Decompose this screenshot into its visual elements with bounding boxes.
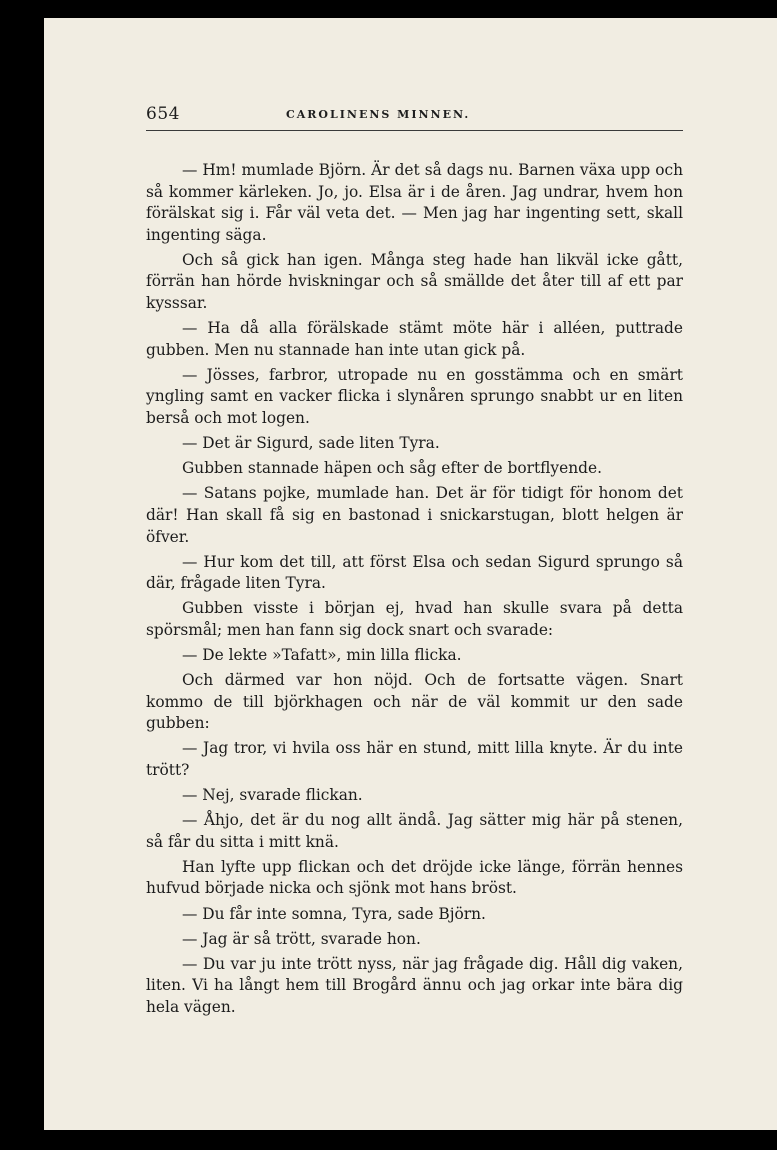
paragraph: — Åhjo, det är du nog allt ändå. Jag sätter mig här på stenen, så får du sitta i mitt knä. — [146, 811, 683, 851]
paragraph: — Du får inte somna, Tyra, sade Björn. — [182, 904, 486, 923]
paragraph: — Hur kom det till, att först Elsa och sedan Sigurd sprungo så där, frågade liten Tyra. — [146, 552, 683, 593]
running-head: CAROLINENS MINNEN. — [286, 108, 471, 121]
body-text — [146, 160, 683, 1022]
paragraph: — Nej, svarade flickan. — [182, 786, 363, 805]
paragraph: — Satans pojke, mumlade han. Det är för tidigt för honom det där! Han skall få sig en bastonad i snickarstugan, blott helgen är öfver. — [146, 484, 683, 546]
paragraph: Och därmed var hon nöjd. Och de fortsatte vägen. Snart kommo de till björkhagen och när de väl kommit ur den sade gubben: — [146, 671, 683, 733]
paragraph: — Jösses, farbror, utropade nu en gosstämma och en smärt yngling samt en vacker flicka i slynåren sprungo snabbt ur en liten berså och mot logen. — [146, 365, 683, 428]
paragraph: — Hm! mumlade Björn. Är det så dags nu. Barnen växa upp och så kommer kärleken. Jo, jo. Elsa är i de åren. Jag undrar, hvem hon förälskat sig i. Får väl veta det. — Men jag har ingenting sett, skall ingenting säga. — [146, 161, 683, 244]
paragraph: — Du var ju inte trött nyss, när jag frågade dig. Håll dig vaken, liten. Vi ha långt hem till Brogård ännu och jag orkar inte bära dig hela vägen. — [146, 954, 683, 1016]
paragraph: — Jag tror, vi hvila oss här en stund, mitt lilla knyte. Är du inte trött? — [146, 739, 683, 779]
paragraph: — Det är Sigurd, sade liten Tyra. — [182, 434, 440, 453]
paragraph: Och så gick han igen. Många steg hade han likväl icke gått, förrän han hörde hviskningar och så smällde det åter till af ett par kysssar. — [146, 250, 683, 313]
paragraph: — De lekte »Tafatt», min lilla flicka. — [182, 645, 462, 664]
paragraph: Gubben visste i början ej, hvad han skulle svara på detta spörsmål; men han fann sig dock snart och svarade: — [146, 599, 683, 639]
paragraph: — Ha då alla förälskade stämt möte här i alléen, puttrade gubben. Men nu stannade han inte utan gick på. — [146, 319, 683, 359]
paragraph: — Jag är så trött, svarade hon. — [182, 929, 421, 948]
paragraph: Han lyfte upp flickan och det dröjde icke länge, förrän hennes hufvud började nicka och sjönk mot hans bröst. — [146, 857, 683, 898]
paragraph: Gubben stannade häpen och såg efter de bortflyende. — [182, 459, 602, 478]
page-header — [146, 104, 683, 131]
page-number: 654 — [146, 104, 180, 124]
